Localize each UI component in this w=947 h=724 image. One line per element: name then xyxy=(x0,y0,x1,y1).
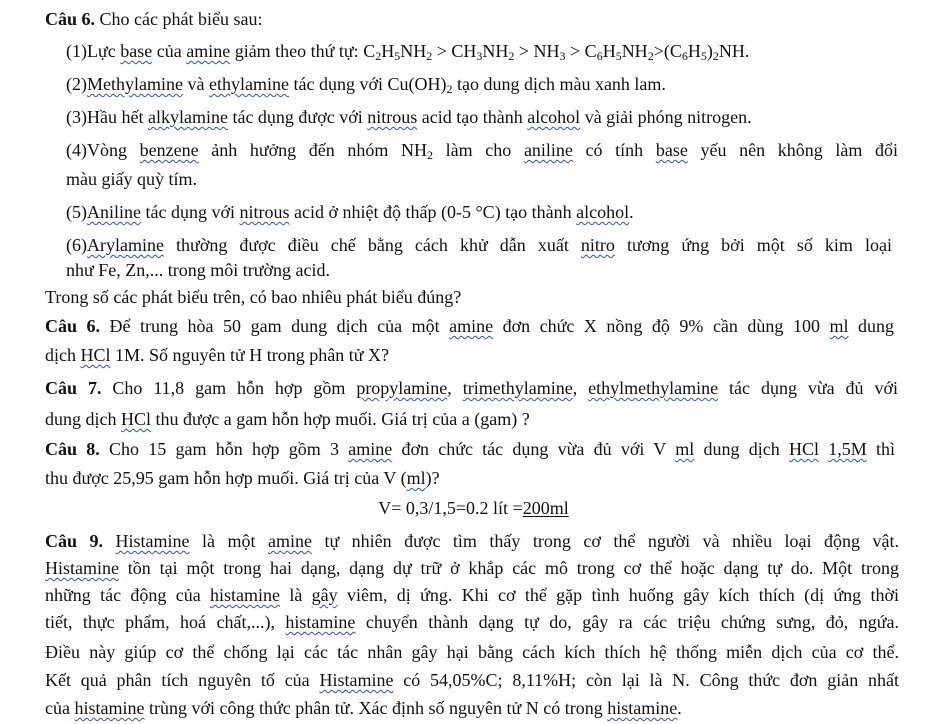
question-9-line-6: Kết quả phân tích nguyên tố của Histamine có 54,05%C; 8,11%H; còn lại là N. Công thức đơn giản nhất xyxy=(45,670,899,690)
question-7-line-1: Câu 7. Cho 11,8 gam hỗn hợp gồm propylamine, trimethylamine, ethylmethylamine tác dụng vừa đủ với xyxy=(45,378,899,398)
question-9-line-1: Câu 9. Histamine là một amine tự nhiên được tìm thấy trong cơ thể người và nhiều loại động vật. xyxy=(45,531,900,551)
question-9-line-5: Điều này giúp cơ thể chống lại các tác nhân gây hại bằng cách kích thích hệ thống miễn dịch của cơ thể. xyxy=(45,642,899,662)
statement-6-line-1: (6)Arylamine thường được điều chế bằng cách khử dẫn xuất nitro tương ứng bởi một số kim loại xyxy=(66,235,892,255)
question-9-line-3: những tác động của histamine là gây viêm, dị ứng. Khi cơ thể gặp tình huống gây kích thích (dị ứng thời xyxy=(45,585,899,605)
question-8-line-1: Câu 8. Cho 15 gam hỗn hợp gồm 3 amine đơn chức tác dụng vừa đủ với V ml dung dịch HCl 1,5M thì xyxy=(45,439,895,459)
statement-4-line-1: (4)Vòng benzene ảnh hưởng đến nhóm $NH_2$ làm cho aniline có tính base yếu nên không làm đổi xyxy=(66,140,898,162)
question-9-line-2: Histamine tồn tại một trong hai dạng, dạng dự trữ ở khắp các mô trong cơ thể hoặc dạng tự do. Một trong xyxy=(45,558,899,578)
question-6b-line-1: Câu 6. Để trung hòa 50 gam dung dịch của một amine đơn chức X nồng độ 9% cần dùng 100 ml dung xyxy=(45,316,894,336)
statement-1: (1)Lực base của amine giảm theo thứ tự: $C_2H_5NH_2 > CH_3NH_2 > NH_3 > C_6H_5NH_2>(C_6H_5)_2NH$. xyxy=(66,41,750,63)
statement-6-line-2: như Fe, Zn,... trong môi trường acid. xyxy=(66,260,330,280)
question-8-answer: V= 0,3/1,5=0.2 lít =200ml xyxy=(378,498,569,518)
question-9-line-7: của histamine trùng với công thức phân tử. Xác định số nguyên tử N có trong histamine. xyxy=(45,698,682,718)
question-8-line-2: thu được 25,95 gam hỗn hợp muối. Giá trị của V (ml)? xyxy=(45,468,440,488)
question-6b-line-2: dịch HCl 1M. Số nguyên tử H trong phân tử X? xyxy=(45,345,390,365)
question-7-line-2: dung dịch HCl thu được a gam hỗn hợp muối. Giá trị của a (gam) ? xyxy=(45,409,530,429)
statement-4-line-2: màu giấy quỳ tím. xyxy=(66,169,197,189)
question-6a-heading: Câu 6. Cho các phát biểu sau: xyxy=(45,9,263,29)
question-6a-prompt: Trong số các phát biểu trên, có bao nhiêu phát biểu đúng? xyxy=(45,287,462,307)
question-9-line-4: tiết, thực phẩm, hoá chất,...), histamine chuyển thành dạng tự do, gây ra các triệu chứng sưng, đỏ, ngứa. xyxy=(45,612,899,632)
statement-5: (5)Aniline tác dụng với nitrous acid ở nhiệt độ thấp (0-5 °C) tạo thành alcohol. xyxy=(66,202,634,222)
statement-3: (3)Hầu hết alkylamine tác dụng được với nitrous acid tạo thành alcohol và giải phóng nitrogen. xyxy=(66,107,752,127)
statement-2: (2)Methylamine và ethylamine tác dụng với $Cu(OH)_2$ tạo dung dịch màu xanh lam. xyxy=(66,74,666,96)
